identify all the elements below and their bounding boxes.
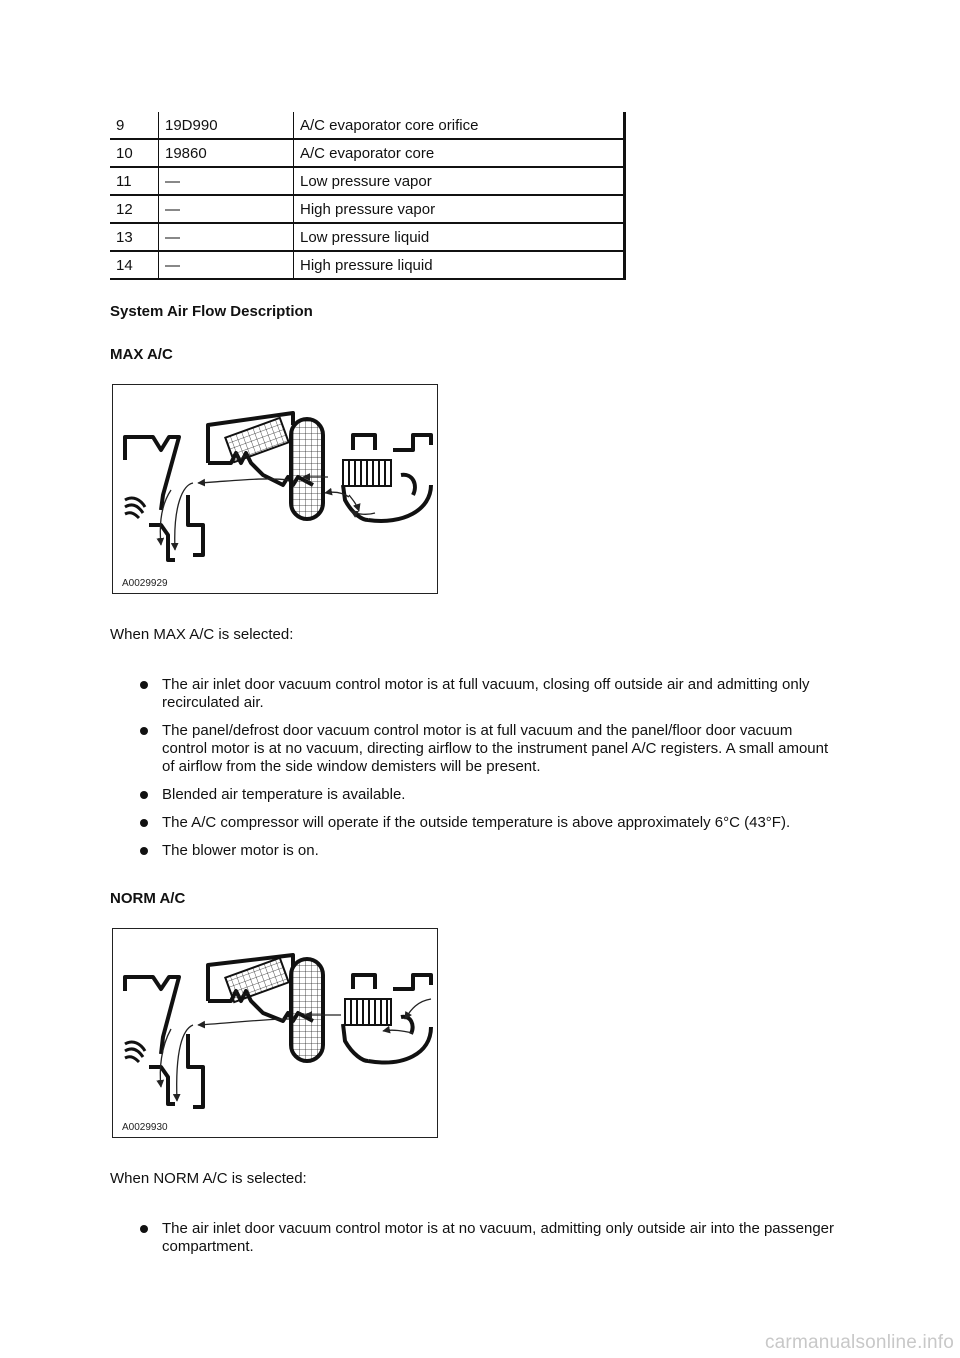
max-ac-diagram-drawing — [113, 385, 439, 595]
bullet-icon — [140, 681, 148, 689]
norm-ac-heading: NORM A/C — [110, 890, 186, 907]
list-item — [140, 676, 840, 712]
item-number: 11 — [110, 167, 159, 195]
part-number: 19860 — [159, 139, 294, 167]
list-item-text: The panel/defrost door vacuum control motor is at full vacuum and the panel/floor door vacuum control motor is at no vacuum, directing airflow to the instrument panel A/C registers. A small amount of airflow from the side window demisters will be present. — [162, 722, 829, 775]
bullet-icon — [140, 819, 148, 827]
part-description: A/C evaporator core orifice — [294, 112, 625, 139]
part-number: — — [159, 167, 294, 195]
table-row — [110, 251, 625, 279]
part-description: High pressure vapor — [294, 195, 625, 223]
item-number: 14 — [110, 251, 159, 279]
part-description: High pressure liquid — [294, 251, 625, 279]
table-row — [110, 112, 625, 139]
list-item — [140, 722, 840, 776]
list-item-text: The air inlet door vacuum control motor is at no vacuum, admitting only outside air into the passenger compartment. — [162, 1220, 835, 1255]
list-item-text: Blended air temperature is available. — [162, 786, 406, 803]
max-ac-heading: MAX A/C — [110, 346, 173, 363]
part-description: A/C evaporator core — [294, 139, 625, 167]
max-ac-intro: When MAX A/C is selected: — [110, 626, 294, 643]
table-row — [110, 195, 625, 223]
item-number: 12 — [110, 195, 159, 223]
norm-ac-intro: When NORM A/C is selected: — [110, 1170, 307, 1187]
part-number: — — [159, 251, 294, 279]
section-heading: System Air Flow Description — [110, 303, 313, 320]
figure-code: A0029930 — [122, 1122, 168, 1133]
list-item-text: The blower motor is on. — [162, 842, 319, 859]
norm-ac-airflow-diagram — [112, 928, 438, 1138]
bullet-icon — [140, 1225, 148, 1233]
list-item — [140, 1220, 840, 1256]
bullet-icon — [140, 727, 148, 735]
item-number: 13 — [110, 223, 159, 251]
item-number: 9 — [110, 112, 159, 139]
part-number: — — [159, 223, 294, 251]
table-row — [110, 223, 625, 251]
list-item — [140, 814, 840, 832]
bullet-icon — [140, 791, 148, 799]
list-item-text: The air inlet door vacuum control motor is at full vacuum, closing off outside air and admitting only recirculated air. — [162, 676, 810, 711]
part-number: 19D990 — [159, 112, 294, 139]
part-description: Low pressure liquid — [294, 223, 625, 251]
bullet-icon — [140, 847, 148, 855]
watermark: carmanualsonline.info — [764, 1332, 954, 1353]
figure-code: A0029929 — [122, 578, 168, 589]
list-item — [140, 842, 840, 860]
norm-ac-bullet-list — [140, 1220, 840, 1266]
item-number: 10 — [110, 139, 159, 167]
parts-table — [110, 112, 626, 280]
table-row — [110, 139, 625, 167]
list-item — [140, 786, 840, 804]
list-item-text: The A/C compressor will operate if the outside temperature is above approximately 6°C (43°F). — [162, 814, 791, 831]
part-number: — — [159, 195, 294, 223]
table-row — [110, 167, 625, 195]
max-ac-airflow-diagram — [112, 384, 438, 594]
norm-ac-diagram-drawing — [113, 929, 439, 1139]
part-description: Low pressure vapor — [294, 167, 625, 195]
max-ac-bullet-list — [140, 676, 840, 870]
